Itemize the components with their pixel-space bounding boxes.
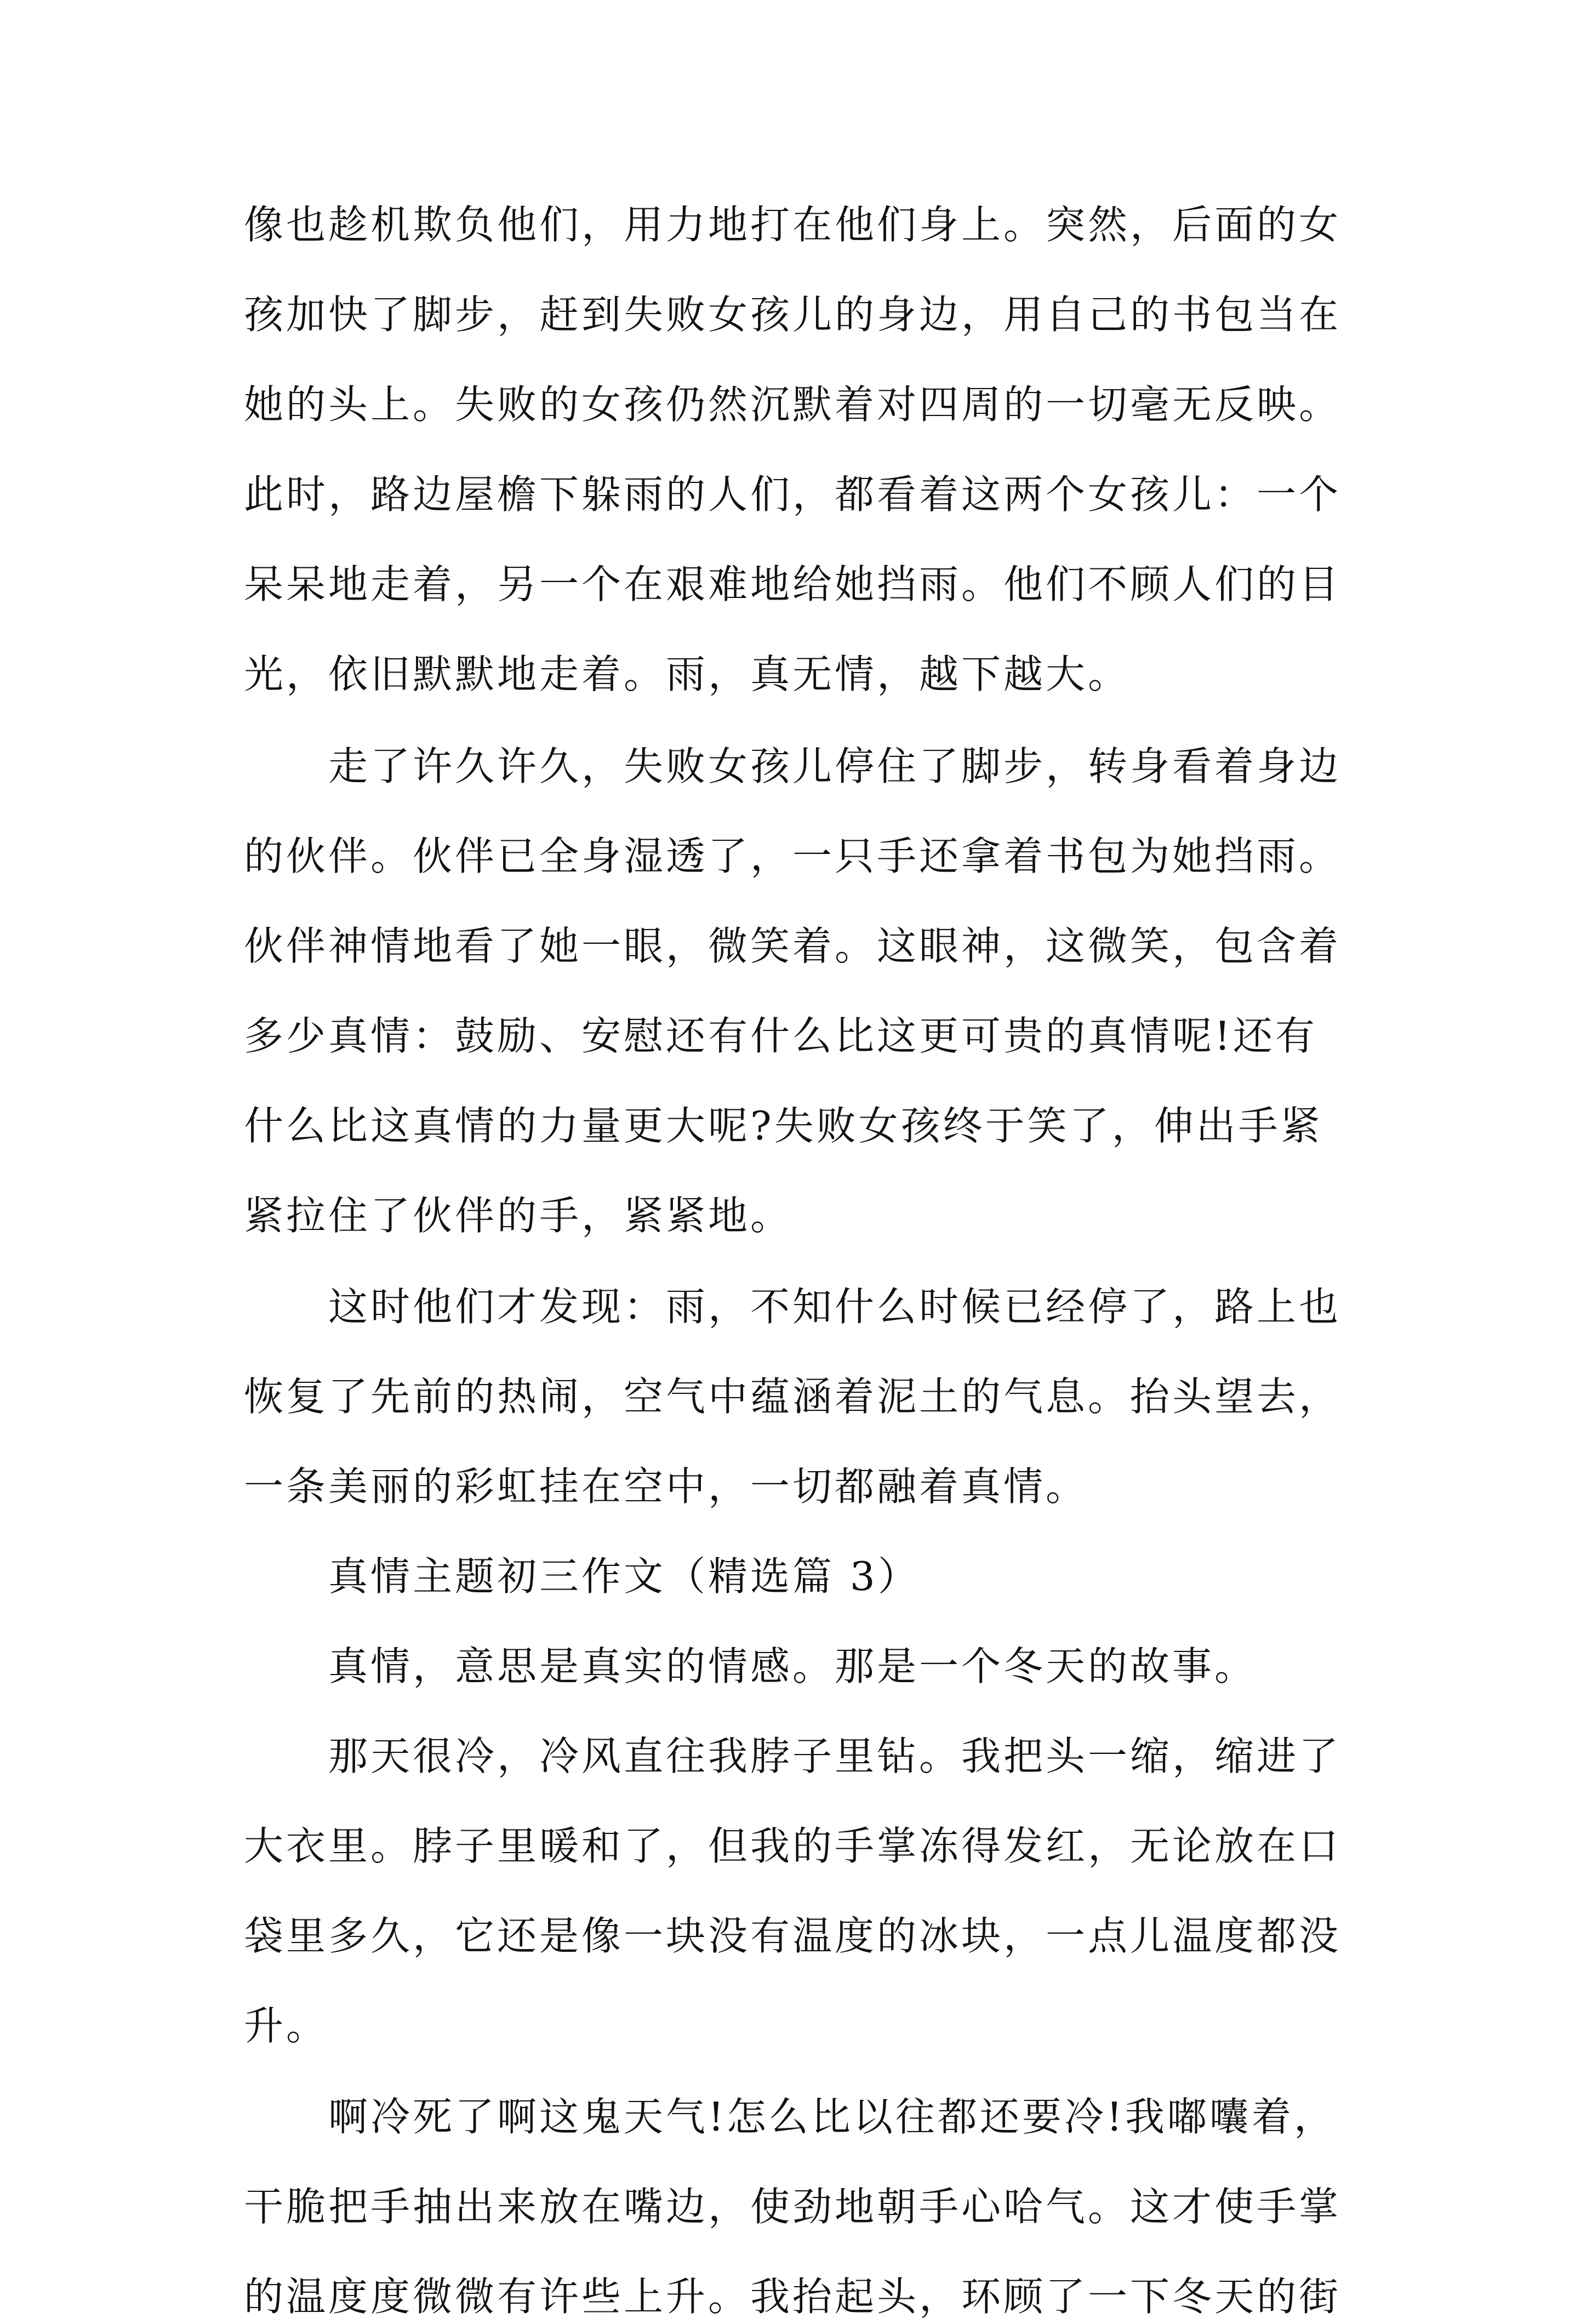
text-line: 紧拉住了伙伴的手，紧紧地。 <box>244 1193 793 1239</box>
text-line: 孩加快了脚步，赶到失败女孩儿的身边，用自己的书包当在 <box>244 292 1342 338</box>
text-line: 袋里多久，它还是像一块没有温度的冰块，一点儿温度都没 <box>244 1913 1342 1959</box>
text-line: 伙伴神情地看了她一眼，微笑着。这眼神，这微笑，包含着 <box>244 923 1342 969</box>
text-line: 一条美丽的彩虹挂在空中，一切都融着真情。 <box>244 1463 1088 1510</box>
paragraph-first-line: 那天很冷，冷风直往我脖子里钻。我把头一缩，缩进了 <box>328 1733 1342 1779</box>
text-line: 的温度度微微有许些上升。我抬起头，环顾了一下冬天的街 <box>244 2274 1342 2320</box>
text-line: 像也趁机欺负他们，用力地打在他们身上。突然，后面的女 <box>244 202 1342 248</box>
text-line: 此时，路边屋檐下躲雨的人们，都看着这两个女孩儿：一个 <box>244 471 1342 517</box>
text-line: 升。 <box>244 2003 329 2049</box>
paragraph-first-line: 真情，意思是真实的情感。那是一个冬天的故事。 <box>328 1643 1257 1689</box>
text-line: 多少真情：鼓励、安慰还有什么比这更可贵的真情呢!还有 <box>244 1013 1317 1059</box>
text-line: 干脆把手抽出来放在嘴边，使劲地朝手心哈气。这才使手掌 <box>244 2184 1342 2230</box>
text-line: 她的头上。失败的女孩仍然沉默着对四周的一切毫无反映。 <box>244 381 1342 428</box>
text-line: 光，依旧默默地走着。雨，真无情，越下越大。 <box>244 651 1131 697</box>
paragraph-first-line: 啊冷死了啊这鬼天气!怎么比以往都还要冷!我嘟囔着， <box>328 2094 1336 2140</box>
paragraph-first-line: 走了许久许久，失败女孩儿停住了脚步，转身看着身边 <box>328 743 1342 789</box>
text-line: 呆呆地走着，另一个在艰难地给她挡雨。他们不顾人们的目 <box>244 561 1342 607</box>
text-line: 大衣里。脖子里暖和了，但我的手掌冻得发红，无论放在口 <box>244 1823 1342 1869</box>
section-heading: 真情主题初三作文（精选篇 3） <box>328 1553 920 1599</box>
text-line: 恢复了先前的热闹，空气中蕴涵着泥土的气息。抬头望去， <box>244 1374 1342 1420</box>
paragraph-first-line: 这时他们才发现：雨，不知什么时候已经停了，路上也 <box>328 1284 1342 1330</box>
text-line: 什么比这真情的力量更大呢?失败女孩终于笑了，伸出手紧 <box>244 1103 1323 1149</box>
text-line: 的伙伴。伙伴已全身湿透了，一只手还拿着书包为她挡雨。 <box>244 833 1342 879</box>
